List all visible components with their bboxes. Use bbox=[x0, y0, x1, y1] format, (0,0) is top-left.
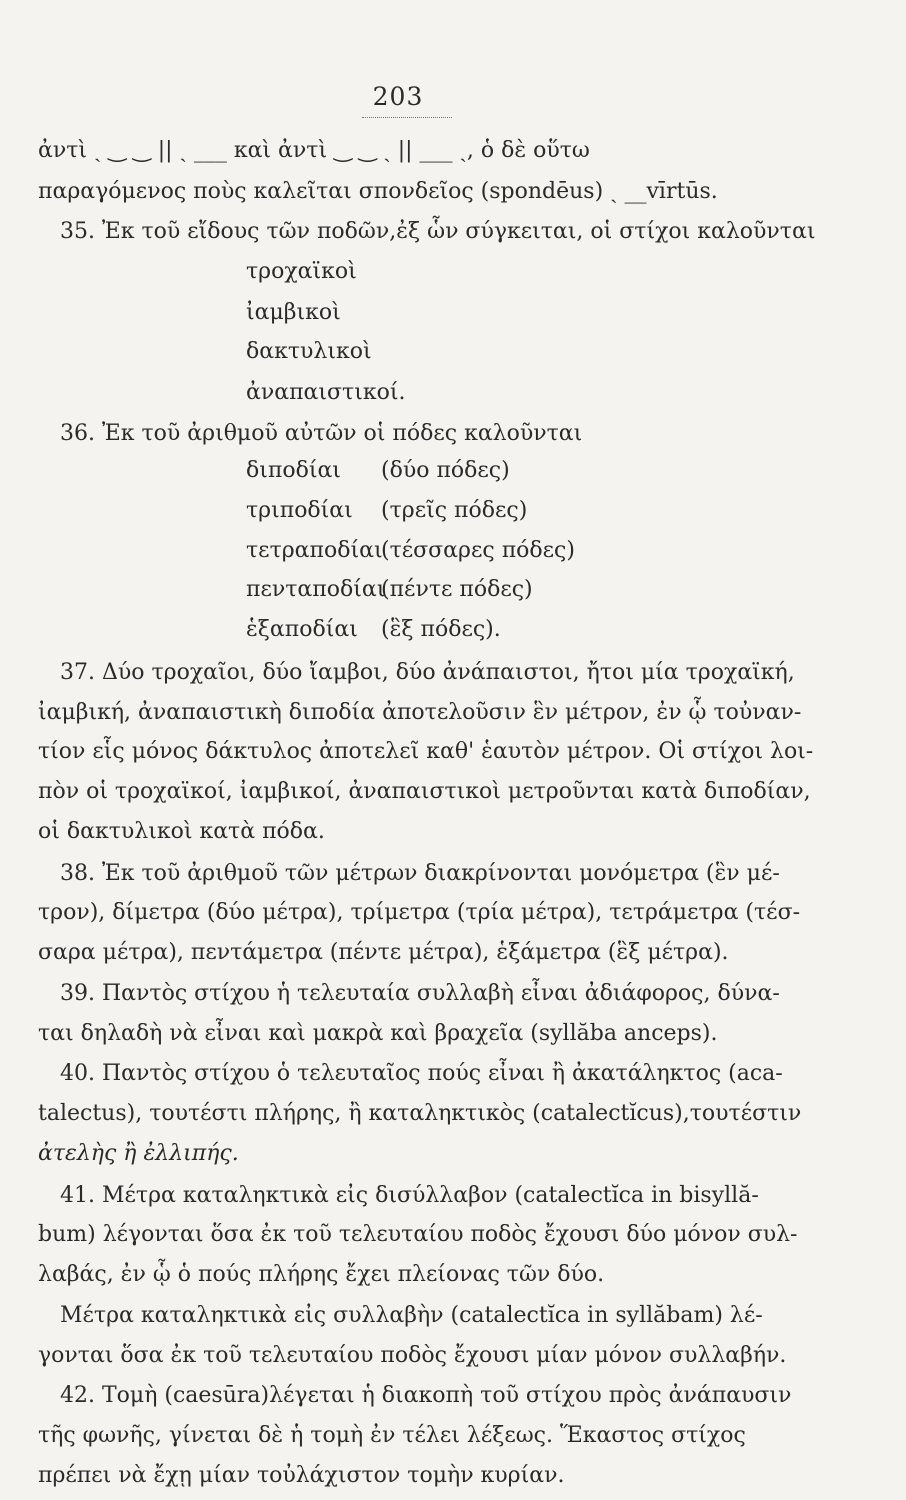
feet-term: πενταποδίαι bbox=[246, 577, 386, 603]
feet-gloss: (ἓξ πόδες). bbox=[381, 617, 501, 643]
section-36-heading: 36. Ἐκ τοῦ ἀριθμοῦ αὐτῶν οἱ πόδες καλοῦνται bbox=[60, 421, 583, 447]
feet-term: τριποδίαι bbox=[246, 497, 353, 523]
feet-term: διποδίαι bbox=[246, 458, 341, 484]
section-37-text: 37. Δύο τροχαῖοι, δύο ἴαμβοι, δύο ἀνάπαιστοι, ἤτοι μία τροχαϊκή, bbox=[60, 659, 795, 685]
text-line: γονται ὅσα ἐκ τοῦ τελευταίου ποδὸς ἔχουσι μίαν μόνον συλλαβήν. bbox=[38, 1342, 787, 1368]
feet-row bbox=[246, 456, 510, 486]
feet-term: ἑξαποδίαι bbox=[246, 617, 358, 643]
feet-gloss: (τέσσαρες πόδες) bbox=[381, 537, 575, 563]
text-line: λαβάς, ἐν ᾧ ὁ πούς πλήρης ἔχει πλείονας τῶν δύο. bbox=[38, 1262, 605, 1288]
feet-row bbox=[246, 575, 533, 605]
text-line: bum) λέγονται ὅσα ἐκ τοῦ τελευταίου ποδὸς ἔχουσι δύο μόνον συλ- bbox=[38, 1222, 798, 1248]
text-line: πρέπει νὰ ἔχῃ μίαν τοὐλάχιστον τομὴν κυρίαν. bbox=[38, 1462, 565, 1488]
list-item: ἀναπαιστικοί. bbox=[246, 380, 406, 406]
text-line: τίον εἷς μόνος δάκτυλος ἀποτελεῖ καθ' ἑαυτὸν μέτρον. Οἱ στίχοι λοι- bbox=[38, 739, 814, 765]
text-line: τῆς φωνῆς, γίνεται δὲ ἡ τομὴ ἐν τέλει λέξεως. Ἕκαστος στίχος bbox=[38, 1423, 746, 1449]
page-number-rule bbox=[362, 117, 452, 118]
text-line: ἀντὶ ˏ ‿ ‿ || ˏ ___ καὶ ἀντὶ ‿ ‿ ˏ || ___ ˏ, ὁ δὲ οὕτω bbox=[38, 138, 590, 163]
text-line: Μέτρα καταληκτικὰ εἰς συλλαβὴν (catalectĭca in syllăbam) λέ- bbox=[60, 1302, 763, 1328]
text-line: ται δηλαδὴ νὰ εἶναι καὶ μακρὰ καὶ βραχεῖα (syllăba anceps). bbox=[38, 1020, 718, 1046]
feet-row bbox=[246, 536, 575, 566]
section-38-text: 38. Ἐκ τοῦ ἀριθμοῦ τῶν μέτρων διακρίνονται μονόμετρα (ἓν μέ- bbox=[60, 860, 780, 886]
feet-row bbox=[246, 615, 501, 645]
section-35-heading: 35. Ἐκ τοῦ εἴδους τῶν ποδῶν,ἐξ ὧν σύγκειται, οἱ στίχοι καλοῦνται bbox=[60, 218, 816, 244]
text-line: πὸν οἱ τροχαϊκοί, ἰαμβικοί, ἀναπαιστικοὶ μετροῦνται κατὰ διποδίαν, bbox=[38, 779, 811, 805]
list-item: τροχαϊκοὶ bbox=[246, 259, 357, 285]
section-42-text: 42. Τομὴ (caesūra)λέγεται ἡ διακοπὴ τοῦ στίχου πρὸς ἀνάπαυσιν bbox=[60, 1383, 792, 1409]
feet-gloss: (τρεῖς πόδες) bbox=[381, 497, 528, 523]
text-line: τρον), δίμετρα (δύο μέτρα), τρίμετρα (τρία μέτρα), τετράμετρα (τέσ- bbox=[38, 900, 801, 926]
feet-row bbox=[246, 496, 527, 526]
section-40-text: 40. Παντὸς στίχου ὁ τελευταῖος πούς εἶναι ἢ ἀκατάληκτος (aca- bbox=[60, 1061, 783, 1087]
text-line: οἱ δακτυλικοὶ κατὰ πόδα. bbox=[38, 818, 325, 844]
text-line: σαρα μέτρα), πεντάμετρα (πέντε μέτρα), ἑξάμετρα (ἓξ μέτρα). bbox=[38, 940, 729, 966]
list-item: ἰαμβικοὶ bbox=[246, 299, 341, 325]
feet-gloss: (πέντε πόδες) bbox=[381, 577, 533, 603]
section-41-text: 41. Μέτρα καταληκτικὰ εἰς δισύλλαβον (catalectĭca in bisyllă- bbox=[60, 1182, 759, 1208]
text-line: παραγόμενος ποὺς καλεῖται σπονδεῖος (spondēus) ˏ __vīrtūs. bbox=[38, 178, 718, 204]
feet-term: τετραποδίαι bbox=[246, 537, 383, 563]
feet-gloss: (δύο πόδες) bbox=[381, 458, 510, 484]
text-line: ἀτελὴς ἢ ἐλλιπής. bbox=[38, 1140, 239, 1166]
page-number: 203 bbox=[372, 82, 424, 111]
text-line: talectus), τουτέστι πλήρης, ἢ καταληκτικὸς (catalectĭcus),τουτέστιν bbox=[38, 1101, 802, 1127]
list-item: δακτυλικοὶ bbox=[246, 338, 372, 364]
section-39-text: 39. Παντὸς στίχου ἡ τελευταία συλλαβὴ εἶναι ἀδιάφορος, δύνα- bbox=[60, 980, 780, 1006]
text-line: ἰαμβική, ἀναπαιστικὴ διποδία ἀποτελοῦσιν ἓν μέτρον, ἐν ᾧ τοὐναν- bbox=[38, 699, 802, 725]
